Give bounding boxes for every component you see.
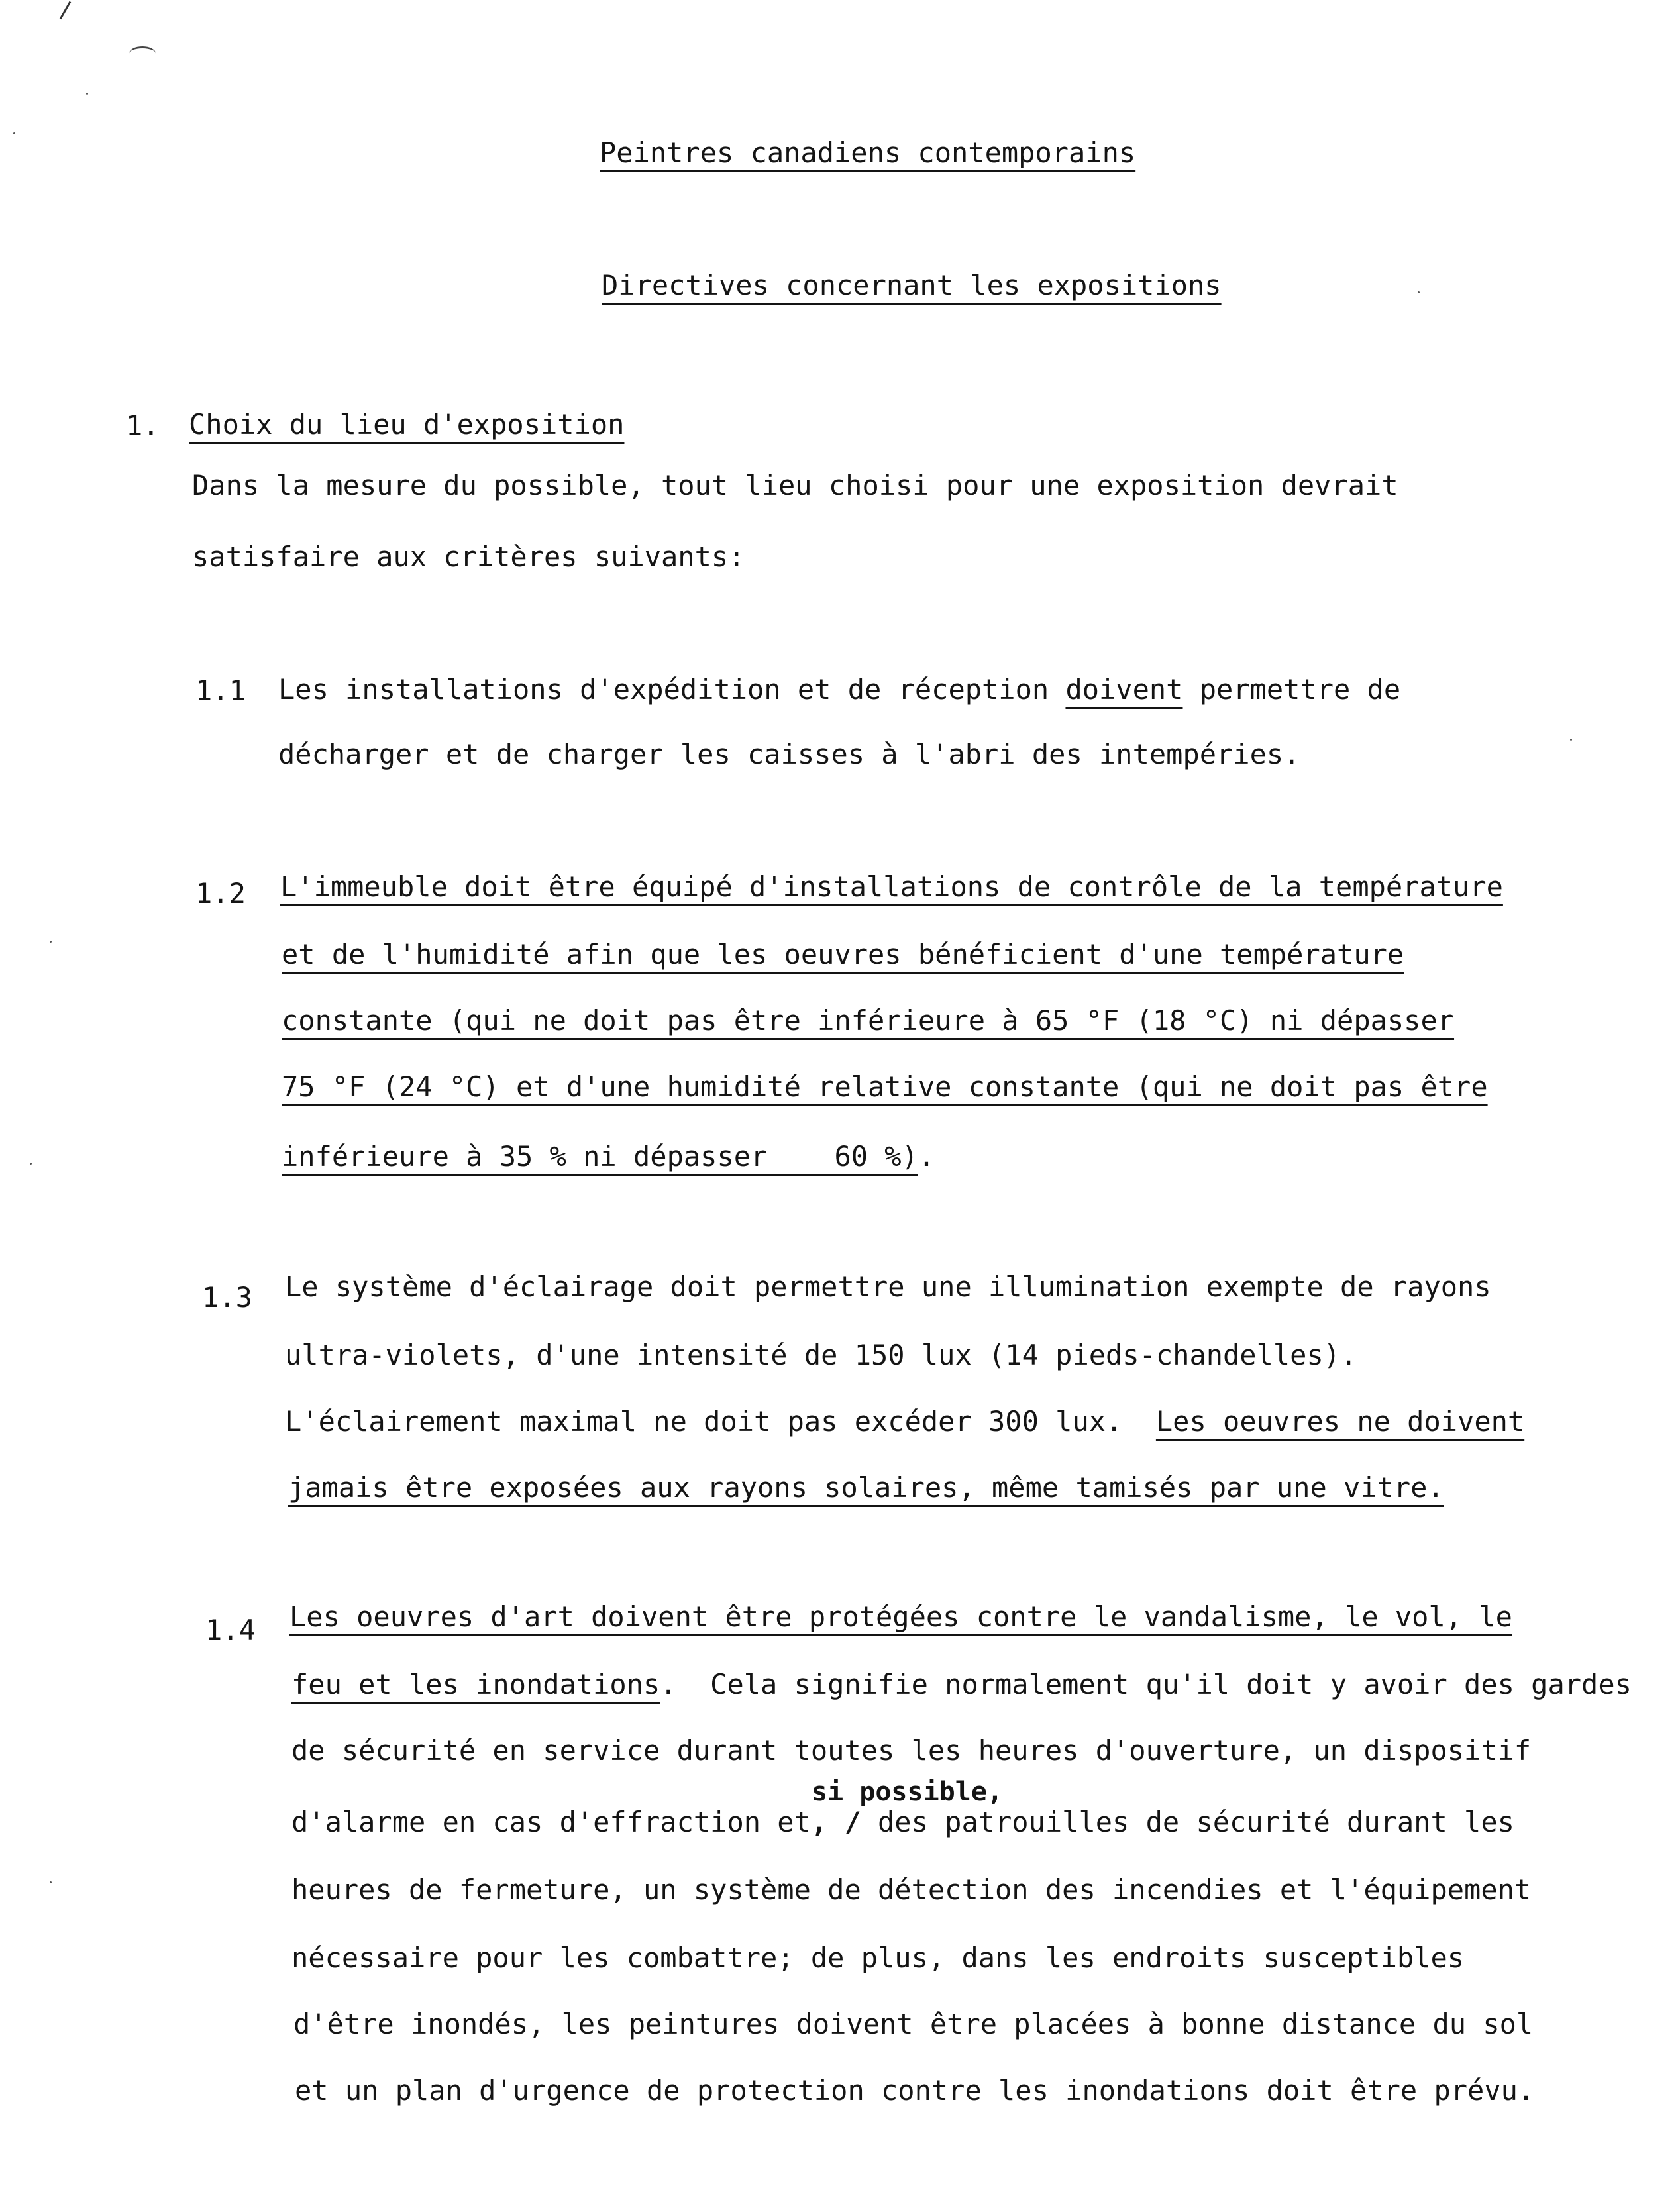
margin-mark	[129, 46, 156, 60]
margin-speck	[13, 132, 15, 134]
margin-speck	[50, 941, 52, 943]
margin-speck	[50, 1881, 52, 1883]
item-number: 1.2	[195, 877, 246, 910]
item-text-line: constante (qui ne doit pas être inférieure à 65 °F (18 °C) ni dépasser	[282, 1004, 1455, 1037]
margin-speck	[1418, 291, 1420, 293]
item-text-line: ultra-violets, d'une intensité de 150 lux (14 pieds-chandelles).	[285, 1339, 1357, 1371]
section-heading: Choix du lieu d'exposition	[189, 408, 625, 441]
handwritten-insertion: si possible,	[812, 1777, 1003, 1807]
item-number: 1.4	[205, 1614, 256, 1646]
item-text-line: L'immeuble doit être équipé d'installations de contrôle de la température	[280, 870, 1503, 903]
item-text-line: de sécurité en service durant toutes les heures d'ouverture, un dispositif	[291, 1734, 1532, 1767]
item-text-line: jamais être exposées aux rayons solaires, même tamisés par une vitre.	[288, 1471, 1444, 1504]
item-text-line: inférieure à 35 % ni dépasser 60 %).	[282, 1140, 935, 1172]
section-number: 1.	[126, 409, 160, 442]
item-text-line: décharger et de charger les caisses à l'abri des intempéries.	[278, 738, 1300, 770]
item-text-line: et un plan d'urgence de protection contre les inondations doit être prévu.	[295, 2074, 1535, 2107]
item-text-line: L'éclairement maximal ne doit pas excéder 300 lux. Les oeuvres ne doivent	[285, 1405, 1525, 1437]
item-text-line: feu et les inondations. Cela signifie normalement qu'il doit y avoir des gardes	[291, 1668, 1632, 1700]
item-text-line: d'être inondés, les peintures doivent être placées à bonne distance du sol	[293, 2008, 1534, 2040]
item-text-line: Les installations d'expédition et de réception doivent permettre de	[278, 673, 1401, 705]
item-text-line: d'alarme en cas d'effraction et, / des patrouilles de sécurité durant les	[291, 1806, 1514, 1838]
document-title: Peintres canadiens contemporains	[600, 136, 1136, 169]
item-text-line: nécessaire pour les combattre; de plus, dans les endroits susceptibles	[291, 1942, 1465, 1974]
item-number: 1.3	[202, 1281, 252, 1314]
section-intro-line: satisfaire aux critères suivants:	[192, 541, 745, 573]
margin-speck	[86, 93, 88, 95]
item-text-line: et de l'humidité afin que les oeuvres bénéficient d'une température	[282, 938, 1404, 970]
item-text-line: Le système d'éclairage doit permettre une illumination exempte de rayons	[285, 1271, 1491, 1303]
margin-mark	[60, 1, 89, 29]
margin-speck	[1570, 739, 1572, 741]
document-subtitle: Directives concernant les expositions	[602, 269, 1222, 301]
item-text-line: heures de fermeture, un système de détection des incendies et l'équipement	[291, 1873, 1532, 1906]
section-intro-line: Dans la mesure du possible, tout lieu choisi pour une exposition devrait	[192, 469, 1398, 501]
item-text-line: 75 °F (24 °C) et d'une humidité relative constante (qui ne doit pas être	[282, 1070, 1488, 1103]
item-text-line: Les oeuvres d'art doivent être protégées contre le vandalisme, le vol, le	[289, 1600, 1512, 1633]
margin-speck	[30, 1163, 32, 1165]
item-number: 1.1	[195, 674, 246, 707]
